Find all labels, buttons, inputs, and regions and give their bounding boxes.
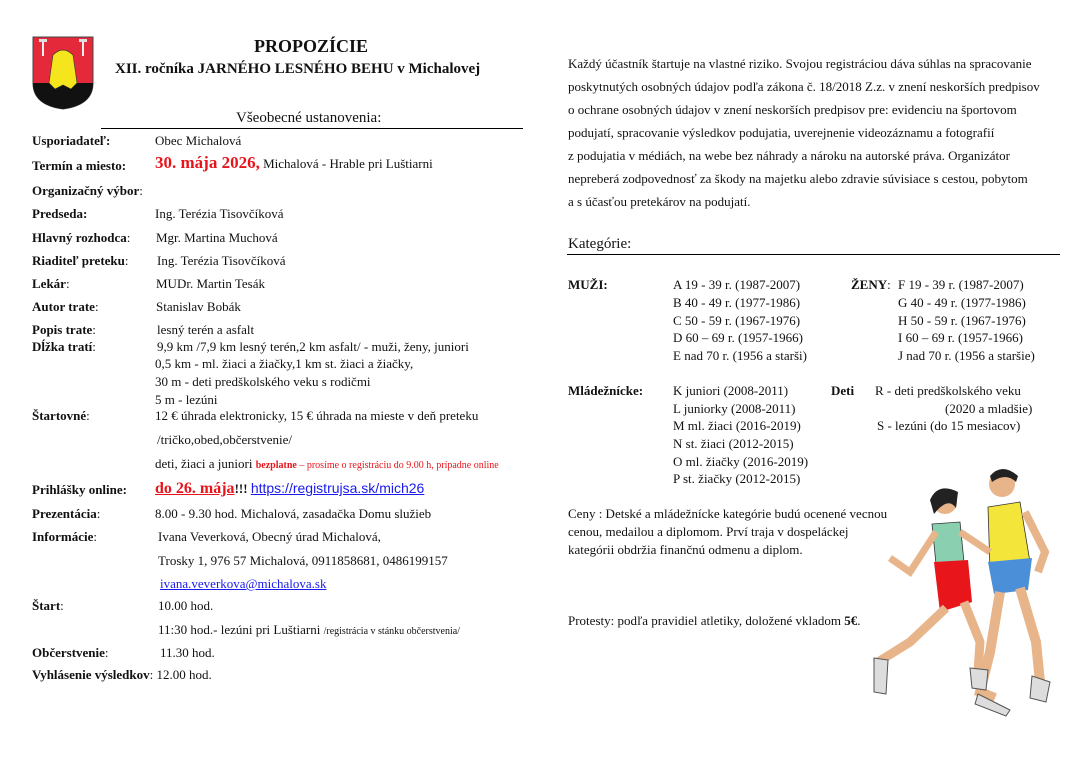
label: Predseda: (32, 206, 88, 221)
category: J nad 70 r. (1956 a staršie) (898, 348, 1035, 363)
intro-line: z podujatia v médiách, na webe bez náhrady a nároku na autorské práva. Organizátor (568, 148, 1010, 163)
label: Deti (831, 383, 855, 398)
value: Mgr. Martina Muchová (156, 230, 278, 245)
label: Riaditeľ preteku (32, 253, 125, 268)
category: I 60 – 69 r. (1957-1966) (898, 330, 1023, 345)
category: B 40 - 49 r. (1977-1986) (673, 295, 801, 310)
value: /registrácia v stánku občerstvenia/ (323, 626, 460, 637)
runners-illustration (860, 462, 1060, 722)
prizes-line: cenou, medailou a diplomom. Prví traja v dospeláckej (568, 524, 849, 539)
protests-text: Protesty: podľa pravidiel atletiky, doložené vkladom (568, 613, 845, 628)
label: Vyhlásenie výsledkov (32, 667, 150, 682)
label: MUŽI: (568, 277, 608, 292)
category: K juniori (2008-2011) (673, 383, 789, 398)
label: Autor trate (32, 299, 95, 314)
category: R - deti predškolského veku (875, 383, 1021, 398)
value: Trosky 1, 976 57 Michalová, 0911858681, 0486199157 (158, 553, 448, 568)
intro-line: Každý účastník štartuje na vlastné riziko. Svojou registráciou dáva súhlas na spracovanie (568, 56, 1032, 71)
race-date: 30. mája 2026, (155, 153, 260, 172)
label: Informácie (32, 529, 94, 544)
category: S - lezúni (do 15 mesiacov) (877, 418, 1021, 433)
category: O ml. žiačky (2016-2019) (673, 454, 809, 469)
coat-of-arms-logo (31, 35, 95, 111)
value: lesný terén a asfalt (157, 322, 255, 337)
category: D 60 – 69 r. (1957-1966) (673, 330, 803, 345)
value: 8.00 - 9.30 hod. Michalová, zasadačka Domu služieb (155, 506, 432, 521)
label: Organizačný výbor (32, 183, 140, 198)
category: (2020 a mladšie) (945, 401, 1033, 416)
signup-link[interactable]: https://registrujsa.sk/mich26 (250, 480, 425, 496)
category: E nad 70 r. (1956 a starši) (673, 348, 807, 363)
category: G 40 - 49 r. (1977-1986) (898, 295, 1026, 310)
race-place: Michalová - Hrable pri Luštiarni (263, 156, 433, 171)
free-note: bezplatne (255, 460, 297, 471)
label: Popis trate (32, 322, 93, 337)
value: 11:30 hod.- lezúni pri Luštiarni (158, 622, 321, 637)
value: !!! (234, 481, 248, 496)
value: Stanislav Bobák (156, 299, 241, 314)
category: M ml. žiaci (2016-2019) (673, 418, 801, 433)
divider (567, 254, 1060, 255)
page-subtitle: XII. ročníka JARNÉHO LESNÉHO BEHU v Michalovej (115, 61, 481, 77)
label: Prezentácia (32, 506, 97, 521)
category: N st. žiaci (2012-2015) (673, 436, 794, 451)
category: P st. žiačky (2012-2015) (673, 471, 801, 486)
category: H 50 - 59 r. (1967-1976) (898, 313, 1026, 328)
signup-deadline: do 26. mája (155, 480, 235, 497)
label: Usporiadateľ: (32, 133, 111, 148)
value: Ivana Veverková, Obecný úrad Michalová, (158, 529, 381, 544)
page-title: PROPOZÍCIE (254, 36, 369, 56)
value: /tričko,obed,občerstvenie/ (157, 432, 293, 447)
label: ŽENY (851, 277, 888, 292)
protest-fee: 5€ (844, 613, 858, 628)
value: 5 m - lezúni (155, 392, 218, 407)
free-note: – prosíme o registráciu do 9.00 h, prípadne online (296, 460, 499, 471)
protests-text: . (857, 613, 861, 628)
value: 0,5 km - ml. žiaci a žiačky,1 km st. žiaci a žiačky, (155, 356, 414, 371)
value: 12 € úhrada elektronicky, 15 € úhrada na mieste v deň preteku (155, 408, 479, 423)
label: Mládežnícke: (568, 383, 644, 398)
general-heading: Všeobecné ustanovenia: (236, 110, 382, 126)
label: Hlavný rozhodca (32, 230, 127, 245)
value: 11.30 hod. (160, 645, 215, 660)
label: Lekár (32, 276, 66, 291)
category: C 50 - 59 r. (1967-1976) (673, 313, 801, 328)
prizes-line: kategórii obdržia finančnú odmenu a diplom. (568, 542, 803, 557)
intro-line: nepreberá zodpovednosť za škody na majetku alebo zdravie súvisiace s cestou, pobytom (568, 171, 1028, 186)
label: Štartovné (32, 408, 87, 423)
intro-line: poskytnutých osobných údajov podľa zákona č. 18/2018 Z.z. v znení neskorších predpisov (568, 79, 1040, 94)
category: L juniorky (2008-2011) (673, 401, 796, 416)
value: deti, žiaci a juniori (155, 456, 253, 471)
label: Dĺžka tratí (32, 339, 93, 354)
value: 10.00 hod. (158, 598, 214, 613)
categories-heading: Kategórie: (568, 236, 632, 252)
value: Ing. Terézia Tisovčíková (157, 253, 286, 268)
divider (101, 128, 523, 129)
label: Štart (32, 598, 61, 613)
value: 30 m - deti predškolského veku s rodičmi (155, 374, 371, 389)
intro-line: o ochrane osobných údajov v znení neskorších predpisov pre: evidenciu na športovom (568, 102, 1017, 117)
value: Obec Michalová (155, 133, 242, 148)
category: A 19 - 39 r. (1987-2007) (673, 277, 801, 292)
label: Termín a miesto: (32, 158, 127, 173)
intro-line: a s účasťou pretekárov na podujatí. (568, 194, 751, 209)
value: 12.00 hod. (153, 667, 212, 682)
label: Občerstvenie (32, 645, 105, 660)
value: 9,9 km /7,9 km lesný terén,2 km asfalt/ - muži, ženy, juniori (157, 339, 469, 354)
category: F 19 - 39 r. (1987-2007) (898, 277, 1024, 292)
email-link[interactable]: ivana.veverkova@michalova.sk (160, 576, 327, 591)
intro-line: podujatí, spracovanie výsledkov podujatia, uverejnenie videozáznamu a fotografií (568, 125, 995, 140)
prizes-line: Ceny : Detské a mládežnícke kategórie budú ocenené vecnou (568, 506, 888, 521)
label: Prihlášky online: (32, 482, 127, 497)
value: Ing. Terézia Tisovčíková (155, 206, 284, 221)
value: MUDr. Martin Tesák (156, 276, 265, 291)
